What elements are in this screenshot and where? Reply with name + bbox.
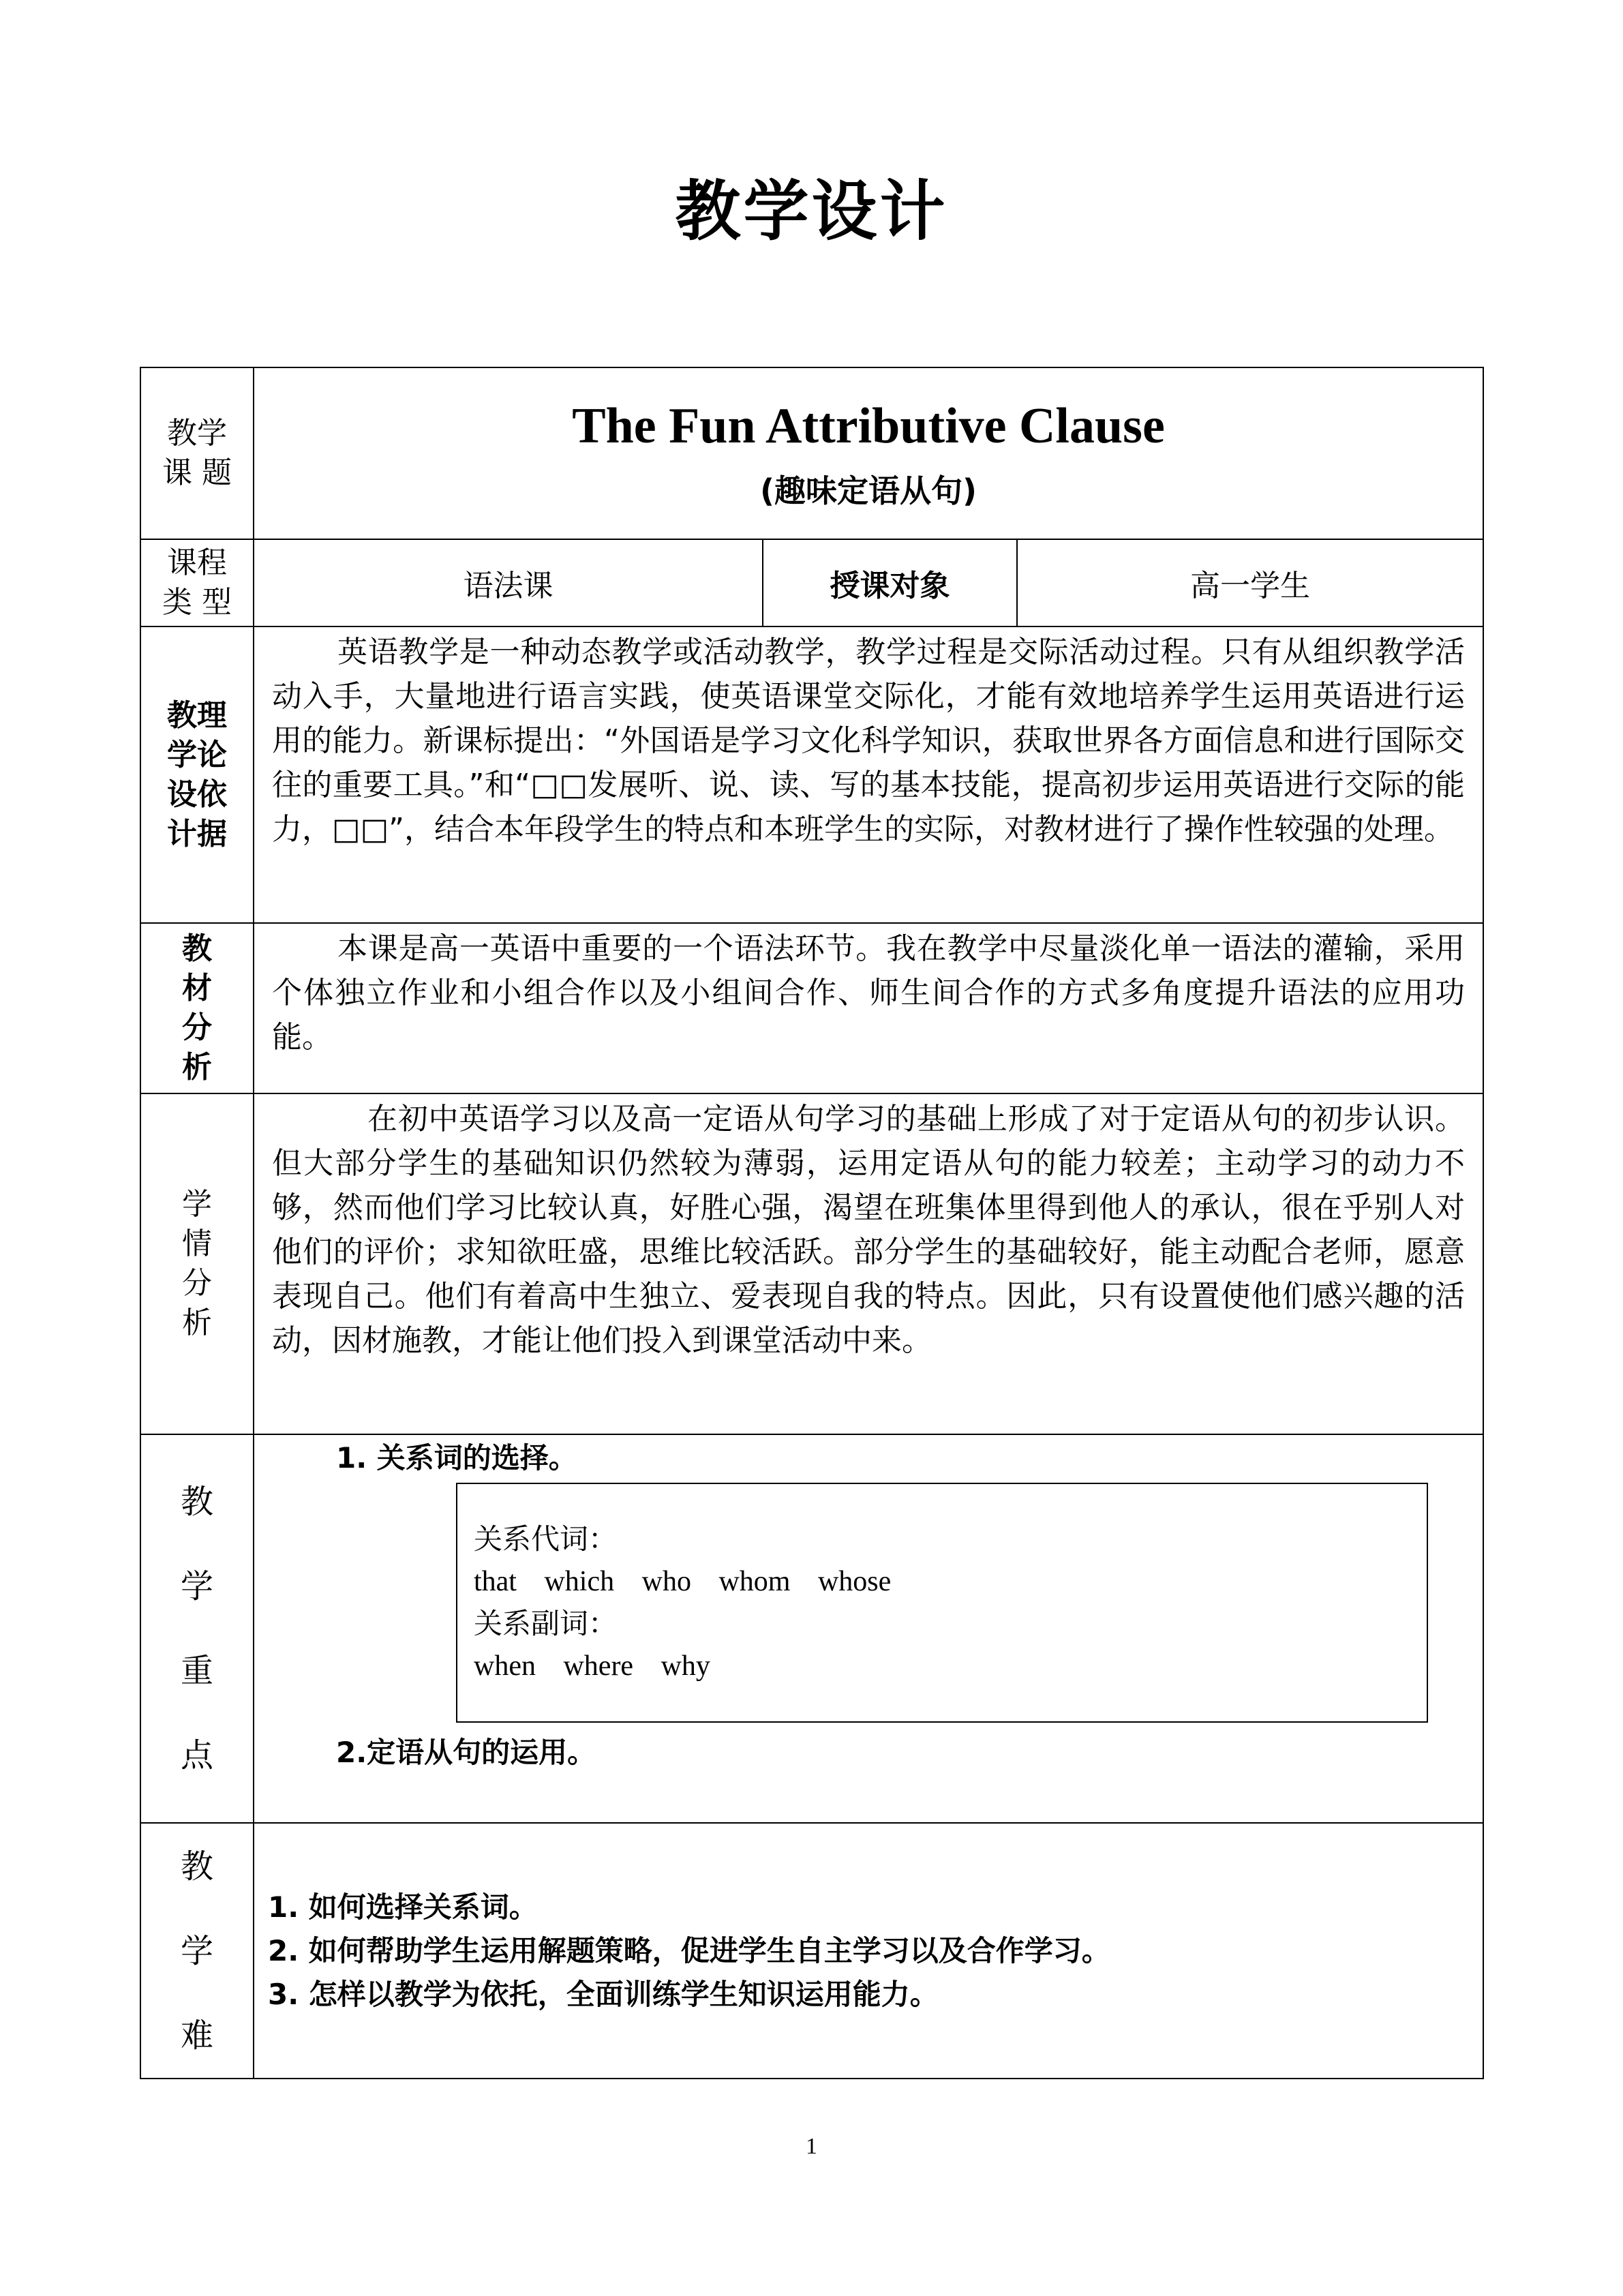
focus-row xyxy=(140,1434,1483,1823)
course-type-label: 课程 类 型 xyxy=(140,539,254,626)
adverb-label: 关系副词： xyxy=(474,1607,618,1640)
adverb-list: when where why xyxy=(474,1650,710,1682)
lesson-title-cn: (趣味定语从句) xyxy=(759,472,977,509)
pronoun-label: 关系代词： xyxy=(474,1522,618,1556)
document-title: 教学设计 xyxy=(675,173,948,250)
focus-item-1: 1. 关系词的选择。 xyxy=(336,1441,577,1475)
difficulty-cell xyxy=(254,1823,1483,2079)
material-label: 教 材 分 析 xyxy=(140,923,254,1093)
theory-cell xyxy=(254,626,1483,923)
difficulty-item-3: 3. 怎样以教学为依托，全面训练学生知识运用能力。 xyxy=(268,1977,939,2011)
difficulty-item-1: 1. 如何选择关系词。 xyxy=(268,1890,538,1924)
material-text: 本课是高一英语中重要的一个语法环节。我在教学中尽量淡化单一语法的灌输，采用个体独立作业和小组合作以及小组间合作、师生间合作的方式多角度提升语法的应用功能。 xyxy=(272,931,1466,1055)
audience-label: 授课对象 xyxy=(763,539,1017,626)
difficulty-item-2: 2. 如何帮助学生运用解题策略，促进学生自主学习以及合作学习。 xyxy=(268,1933,1110,1967)
lesson-label: 教学 课 题 xyxy=(140,367,254,539)
relative-words-box xyxy=(456,1483,1428,1723)
theory-row xyxy=(140,626,1483,923)
material-row xyxy=(140,923,1483,1093)
focus-cell xyxy=(254,1434,1483,1823)
students-row xyxy=(140,1093,1483,1434)
audience-value: 高一学生 xyxy=(1017,539,1483,626)
difficulty-label: 教 学 难 xyxy=(140,1823,254,2079)
page-number: 1 xyxy=(806,2134,817,2159)
students-label: 学 情 分 析 xyxy=(140,1093,254,1434)
lesson-title-row xyxy=(140,367,1483,539)
theory-text: 英语教学是一种动态教学或活动教学，教学过程是交际活动过程。只有从组织教学活动入手，大量地进行语言实践，使英语课堂交际化，才能有效地培养学生运用英语进行运用的能力。新课标提出：“外国语是学习文化科学知识，获取世界各方面信息和进行国际交往的重要工具。”和“□□发展听、说、读、写的基本技能，提高初步运用英语进行交际的能力，□□”，结合本年段学生的特点和本班学生的实际，对教材进行了操作性较强的处理。 xyxy=(272,635,1466,847)
theory-label: 教理 学论 设依 计据 xyxy=(140,626,254,923)
course-type-row xyxy=(140,539,1483,626)
difficulty-list xyxy=(254,1886,1483,2016)
material-cell xyxy=(254,923,1483,1093)
students-cell xyxy=(254,1093,1483,1434)
difficulty-row xyxy=(140,1823,1483,2079)
lesson-plan-table xyxy=(140,367,1484,2079)
course-type-value: 语法课 xyxy=(254,539,763,626)
pronoun-list: that which who whom whose xyxy=(474,1566,892,1597)
lesson-title-cell xyxy=(254,367,1483,539)
students-text: 在初中英语学习以及高一定语从句学习的基础上形成了对于定语从句的初步认识。但大部分学生的基础知识仍然较为薄弱，运用定语从句的能力较差；主动学习的动力不够，然而他们学习比较认真，好胜心强，渴望在班集体里得到他人的承认，很在乎别人对他们的评价；求知欲旺盛，思维比较活跃。部分学生的基础较好，能主动配合老师，愿意表现自己。他们有着高中生独立、爱表现自我的特点。因此，只有设置使他们感兴趣的活动，因材施教，才能让他们投入到课堂活动中来。 xyxy=(272,1102,1466,1358)
focus-item-2: 2.定语从句的运用。 xyxy=(336,1736,596,1769)
lesson-title-en: The Fun Attributive Clause xyxy=(572,398,1165,454)
focus-label: 教 学 重 点 xyxy=(140,1434,254,1823)
